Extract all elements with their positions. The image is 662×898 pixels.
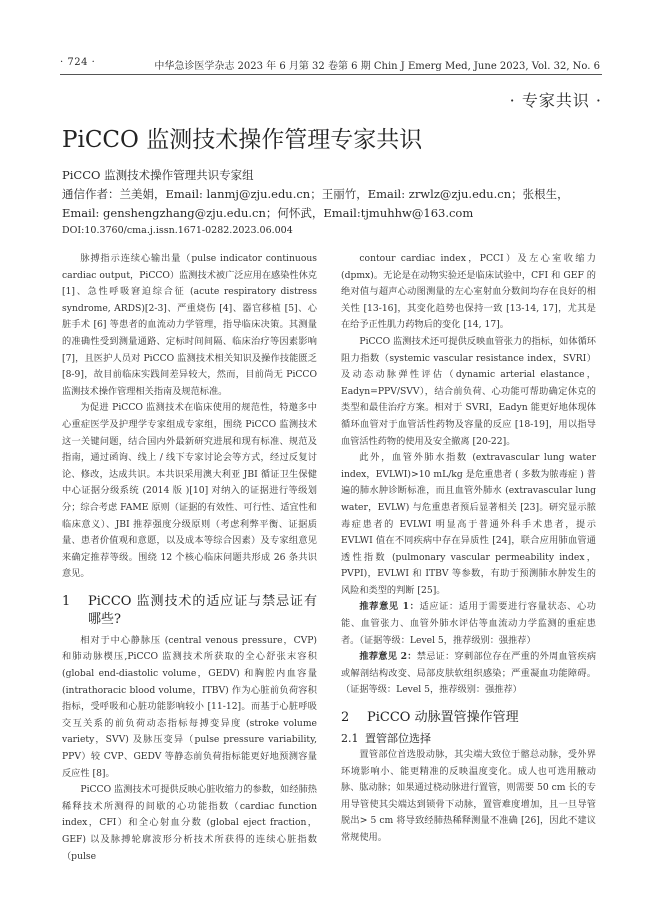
recommendation-label: 推荐意见 1： (359, 601, 420, 613)
recommendation-text: 适应证：适用于需要进行容量状态、心功能、血管张力、血管外肺水评估等血流动力学监测的重症患者。（证据等级：Level 5，推荐级别：强推荐） (341, 601, 596, 646)
corresponding-authors-continued: Email: genshengzhang@zju.edu.cn；何怀武，Email:tjmuhhw@163.com (62, 206, 474, 220)
header-rule (60, 74, 602, 75)
section-heading-1 (62, 593, 317, 629)
doi: DOI:10.3760/cma.j.issn.1671-0282.2023.06.004 (62, 225, 293, 236)
paragraph: 脉搏指示连续心输出量（pulse indicator continuous cardiac output，PiCCO）监测技术被广泛应用在感染性休克 [1]、急性呼吸窘迫综合征 (acute respiratory distress syndrome, ARDS)[2-3]、严重烧伤 [4]、器官移植 [5]、心脏手术 [6] 等患者的血流动力学管理，指导临床决策。其测量的准确性受到测量通路、定标时间间隔、临床治疗等因素影响 [7]，且医护人员对 PiCCO 监测技术相关知识及操作技能匮乏 [8-9]，故目前临床实践间差异较大，然而，目前尚无 PiCCO 监测技术操作管理相关指南及规范标准。 (62, 253, 317, 397)
author-group: PiCCO 监测技术操作管理共识专家组 (62, 168, 254, 182)
page-number: · 724 · (60, 57, 96, 68)
recommendation-2 (341, 649, 596, 699)
paragraph: 为促进 PiCCO 监测技术在临床使用的规范性，特邀多中心重症医学及护理学专家组成专家组，围绕 PiCCO 监测技术这一关键问题，结合国内外最新研究进展和现有标准、规范及指南，通过函询、线上 / 线下专家讨论会等方式，经过反复讨论、修改，达成共识。本共识采用澳大利亚 JBI 循证卫生保健中心证据分级系统 (2014 版 )[10] 对纳入的证据进行等级划分；综合考虑 FAME 原则（证据的有效性、可行性、适宜性和临床意义）、JBI 推荐强度分级原则（考虑利弊平衡、证据质量、患者价值观和意愿，以及成本等综合因素）及专家组意见来确定推荐等级。围绕 12 个核心临床问题共形成 26 条共识意见。 (62, 402, 317, 580)
section-number: 2 (341, 710, 350, 726)
article-title: PiCCO 监测技术操作管理专家共识 (62, 127, 423, 153)
paragraph: PiCCO 监测技术还可提供反映血管张力的指标，如体循环阻力指数（systemic vascular resistance index，SVRI）及动态动脉弹性评估（dynamic arterial elastance，Eadyn=PPV/SVV），结合前负荷、心功能可帮助确定休克的类型和最佳治疗方案。相对于 SVRI，Eadyn 能更好地体现体循环血管对于血管活性药物及容量的反应 [18-19]，用以指导血管活性药物的使用及安全撤离 [20-22]。 (341, 335, 596, 447)
section-title: PiCCO 监测技术的适应证与禁忌证有哪些? (88, 593, 317, 627)
running-head: 中华急诊医学杂志 2023 年 6 月第 32 卷第 6 期 Chin J Emerg Med, June 2023, Vol. 32, No. 6 (154, 61, 600, 72)
paragraph: 此外，血管外肺水指数 (extravascular lung water index，EVLWI)>10 mL/kg 是危重患者 ( 多数为脓毒症 ) 普遍的肺水肿诊断标准，而且血管外肺水 (extravascular lung water，EVLW) 与危重患者预后显著相关 [23]。研究显示脓毒症患者的 EVLWI 明显高于普通外科手术患者，提示 EVLWI 值在不同疾病中存在异质性 [24]，联合应用肺血管通透性指数 (pulmonary vascular permeability index，PVPI)，EVLWI 和 ITBV 等参数，有助于预测肺水肿发生的风险和类型的判断 [25]。 (341, 452, 596, 596)
subsection-title: 置管部位选择 (365, 732, 431, 746)
section-number: 1 (62, 593, 71, 609)
paragraph: 置管部位首选股动脉，其尖端大致位于髂总动脉，受外界环境影响小、能更精准的反映温度变化。成人也可选用腋动脉、肱动脉；如果通过桡动脉进行置管，则需要 50 cm 长的专用导管使其尖端达到锁骨下动脉，置管难度增加，且一旦导管脱出> 5 cm 将导致经肺热稀释测量不准确 [26]，因此不建议常规使用。 (341, 749, 596, 843)
subsection-heading-2-1 (341, 731, 596, 747)
section-heading-2 (341, 709, 596, 727)
front-matter (62, 166, 602, 238)
recommendation-text: 禁忌证：穿刺部位存在严重的外周血管疾病或解剖结构改变、局部皮肤软组织感染；严重凝血功能障碍。（证据等级：Level 5，推荐级别：强推荐） (341, 651, 597, 696)
right-column (341, 251, 596, 847)
recommendation-1 (341, 599, 596, 649)
section-title: PiCCO 动脉置管操作管理 (367, 710, 519, 726)
left-column (62, 251, 317, 865)
paragraph: 相对于中心静脉压 (central venous pressure，CVP) 和肺动脉楔压,PiCCO 监测技术所获取的全心舒张末容积 (global end-diastolic volume，GEDV) 和胸腔内血容量 (intrathoracic blood volume，ITBV) 作为心脏前负荷容积指标，受呼吸和心脏功能影响较小 [11-12]。而基于心脏呼吸交互关系的前负荷动态指标每搏变异度 (stroke volume variety，SVV) 及脉压变异（pulse pressure variability, PPV）较 CVP、GEDV 等静态前负荷指标能更好地预测容量反应性 [8]。 (62, 634, 317, 779)
column-label: · 专家共识 · (509, 91, 602, 110)
subsection-number: 2.1 (341, 732, 359, 746)
paragraph: contour cardiac index，PCCI）及左心室收缩力 (dpmx)。无论是在动物实验还是临床试验中，CFI 和 GEF 的绝对值与超声心动图测量的左心室射血分数间均存在良好的相关性 [13-16]，其变化趋势也保持一致 [13-14, 17]，尤其是在给予正性肌力药物后的变化 [14, 17]。 (341, 253, 596, 331)
recommendation-label: 推荐意见 2： (359, 651, 417, 663)
corresponding-authors: 通信作者：兰美娟，Email: lanmj@zju.edu.cn；王丽竹，Email: zrwlz@zju.edu.cn；张根生， (62, 187, 569, 201)
paragraph: PiCCO 监测技术可提供反映心脏收缩力的参数，如经肺热稀释技术所测得的间歇的心功能指数（cardiac function index，CFI）和全心射血分数 (global eject fraction，GEF) 以及脉搏轮廓波形分析技术所获得的连续心脏指数（pulse (62, 784, 317, 862)
